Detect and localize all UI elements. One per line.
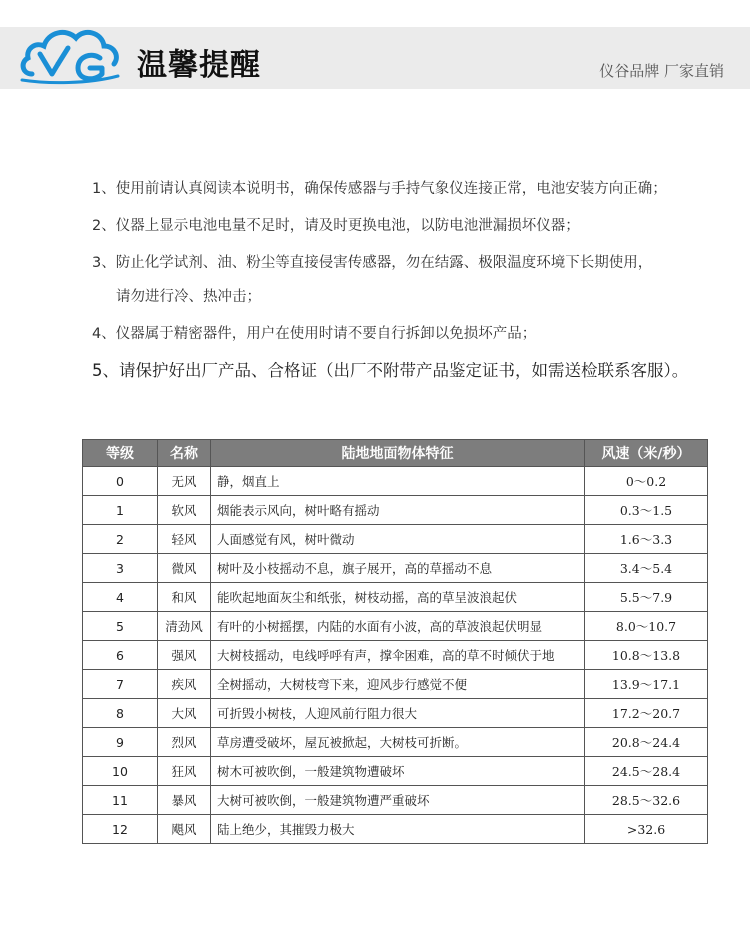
header-speed: 风速（米/秒） <box>585 440 708 467</box>
cell-feature: 大树可被吹倒，一般建筑物遭严重破坏 <box>211 786 585 815</box>
cell-level: 6 <box>83 641 158 670</box>
table-row <box>83 612 708 641</box>
header-level: 等级 <box>83 440 158 467</box>
table-row <box>83 699 708 728</box>
cell-speed: 28.5～32.6 <box>585 786 708 815</box>
cell-level: 8 <box>83 699 158 728</box>
table-row <box>83 728 708 757</box>
cell-speed: 1.6～3.3 <box>585 525 708 554</box>
cell-level: 9 <box>83 728 158 757</box>
table-row <box>83 583 708 612</box>
cell-name: 强风 <box>158 641 211 670</box>
cell-feature: 有叶的小树摇摆，内陆的水面有小波，高的草波浪起伏明显 <box>211 612 585 641</box>
page-header <box>0 0 750 90</box>
header-feature: 陆地地面物体特征 <box>211 440 585 467</box>
cell-speed: 10.8～13.8 <box>585 641 708 670</box>
notes-list <box>92 178 732 397</box>
cell-name: 狂风 <box>158 757 211 786</box>
wind-scale-table <box>82 439 708 844</box>
cell-speed: 20.8～24.4 <box>585 728 708 757</box>
cloud-logo-icon <box>18 18 122 88</box>
table-header-row <box>83 440 708 467</box>
table-row <box>83 525 708 554</box>
table-row <box>83 554 708 583</box>
cell-feature: 陆上绝少，其摧毁力极大 <box>211 815 585 844</box>
table-row <box>83 496 708 525</box>
table-row <box>83 641 708 670</box>
cell-level: 1 <box>83 496 158 525</box>
cell-name: 轻风 <box>158 525 211 554</box>
cell-level: 4 <box>83 583 158 612</box>
page-title: 温馨提醒 <box>137 48 261 83</box>
cell-speed: 17.2～20.7 <box>585 699 708 728</box>
table-row <box>83 815 708 844</box>
cell-level: 12 <box>83 815 158 844</box>
cell-level: 0 <box>83 467 158 496</box>
cell-name: 疾风 <box>158 670 211 699</box>
cell-feature: 静，烟直上 <box>211 467 585 496</box>
table-row <box>83 786 708 815</box>
table-row <box>83 757 708 786</box>
note-item: 1、使用前请认真阅读本说明书，确保传感器与手持气象仪连接正常，电池安装方向正确； <box>92 181 667 197</box>
note-item: 2、仪器上显示电池电量不足时，请及时更换电池，以防电池泄漏损坏仪器； <box>92 218 580 234</box>
cell-level: 2 <box>83 525 158 554</box>
cell-name: 飓风 <box>158 815 211 844</box>
note-item: 5、请保护好出厂产品、合格证（出厂不附带产品鉴定证书，如需送检联系客服）。 <box>92 361 689 380</box>
cell-name: 和风 <box>158 583 211 612</box>
cell-speed: 24.5～28.4 <box>585 757 708 786</box>
cell-feature: 烟能表示风向，树叶略有摇动 <box>211 496 585 525</box>
cell-level: 7 <box>83 670 158 699</box>
cell-feature: 能吹起地面灰尘和纸张，树枝动摇，高的草呈波浪起伏 <box>211 583 585 612</box>
header-name: 名称 <box>158 440 211 467</box>
cell-feature: 树木可被吹倒，一般建筑物遭破坏 <box>211 757 585 786</box>
cell-name: 无风 <box>158 467 211 496</box>
note-item: 4、仪器属于精密器件，用户在使用时请不要自行拆卸以免损坏产品； <box>92 326 537 342</box>
cell-speed: 0～0.2 <box>585 467 708 496</box>
cell-feature: 大树枝摇动，电线呼呼有声，撑伞困难，高的草不时倾伏于地 <box>211 641 585 670</box>
cell-feature: 人面感觉有风，树叶微动 <box>211 525 585 554</box>
note-item: 请勿进行冷、热冲击； <box>116 289 261 305</box>
cell-speed: 5.5～7.9 <box>585 583 708 612</box>
cell-feature: 可折毁小树枝，人迎风前行阻力很大 <box>211 699 585 728</box>
note-item: 3、防止化学试剂、油、粉尘等直接侵害传感器，勿在结露、极限温度环境下长期使用， <box>92 255 653 271</box>
cell-feature: 草房遭受破坏，屋瓦被掀起，大树枝可折断。 <box>211 728 585 757</box>
cell-feature: 树叶及小枝摇动不息，旗子展开，高的草摇动不息 <box>211 554 585 583</box>
cell-speed: >32.6 <box>585 815 708 844</box>
cell-level: 3 <box>83 554 158 583</box>
cell-name: 暴风 <box>158 786 211 815</box>
cell-level: 5 <box>83 612 158 641</box>
cell-name: 烈风 <box>158 728 211 757</box>
cell-feature: 全树摇动，大树枝弯下来，迎风步行感觉不便 <box>211 670 585 699</box>
cell-speed: 8.0～10.7 <box>585 612 708 641</box>
cell-speed: 3.4～5.4 <box>585 554 708 583</box>
cell-speed: 13.9～17.1 <box>585 670 708 699</box>
cell-name: 微风 <box>158 554 211 583</box>
cell-speed: 0.3～1.5 <box>585 496 708 525</box>
cell-level: 10 <box>83 757 158 786</box>
table-row <box>83 670 708 699</box>
cell-name: 软风 <box>158 496 211 525</box>
brand-slogan: 仪谷品牌 厂家直销 <box>599 62 724 80</box>
cell-name: 大风 <box>158 699 211 728</box>
cell-level: 11 <box>83 786 158 815</box>
table-row <box>83 467 708 496</box>
cell-name: 清劲风 <box>158 612 211 641</box>
